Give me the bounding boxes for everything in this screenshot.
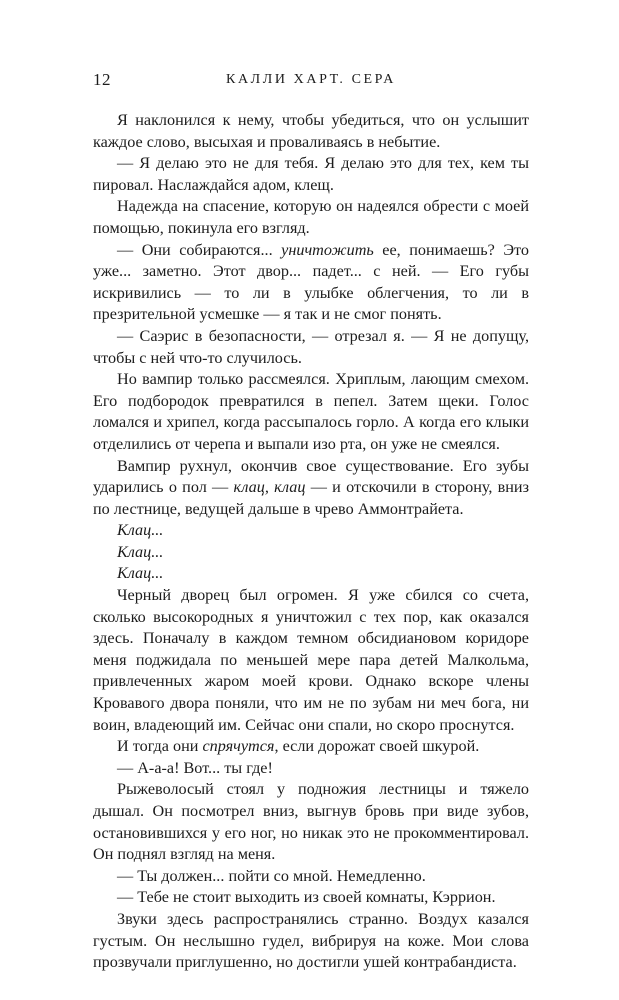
italic-text: Клац... bbox=[117, 564, 164, 583]
italic-text: спрячутся bbox=[202, 737, 275, 756]
paragraph bbox=[93, 758, 529, 780]
italic-text: уничтожить bbox=[281, 240, 374, 259]
paragraph bbox=[93, 779, 529, 865]
text-run: ее, понимаешь? Это уже... заметно. Этот двор... падет... с ней. — Его губы искривились — то ли в улыбке облегчения, то ли в презрительной усмешке — я так и не смог понять. bbox=[93, 240, 529, 324]
paragraph bbox=[93, 542, 529, 564]
page-number: 12 bbox=[93, 70, 111, 89]
text-run: — Они собираются... bbox=[117, 240, 282, 259]
running-title: КАЛЛИ ХАРТ. СЕРА bbox=[226, 72, 396, 87]
page-header bbox=[93, 70, 529, 94]
text-run: — А-а-а! Вот... ты где! bbox=[117, 758, 273, 777]
paragraph bbox=[93, 585, 529, 736]
text-run: Вампир рухнул, окончив свое существование. Его зубы ударились о пол — bbox=[93, 456, 529, 497]
text-run: Звуки здесь распространялись странно. Воздух казался густым. Он неслышно гудел, вибрируя на коже. Мои слова прозвучали приглушенно, но достигли ушей контрабандиста. bbox=[93, 909, 529, 972]
italic-text: клац, клац bbox=[233, 478, 306, 497]
paragraph bbox=[93, 909, 529, 974]
body-text bbox=[93, 110, 529, 974]
paragraph bbox=[93, 736, 529, 758]
text-run: — и отскочили в сторону, вниз по лестнице, ведущей дальше в чрево Аммонтрайета. bbox=[93, 478, 529, 518]
paragraph bbox=[93, 196, 529, 239]
paragraph bbox=[93, 240, 529, 326]
paragraph bbox=[93, 110, 529, 153]
paragraph bbox=[93, 520, 529, 542]
text-run: — Саэрис в безопасности, — отрезал я. — Я не допущу, чтобы с ней что-то случилось. bbox=[93, 326, 529, 367]
italic-text: Клац... bbox=[117, 521, 164, 540]
text-run: Надежда на спасение, которую он надеялся обрести с моей помощью, покинула его взгляд. bbox=[93, 197, 529, 237]
text-run: И тогда они bbox=[117, 737, 203, 756]
text-run: Черный дворец был огромен. Я уже сбился со счета, сколько высокородных я уничтожил с тех пор, как оказался здесь. Поначалу в каждом темном обсидиановом коридоре меня поджидала по меньшей мере пара детей Малкольма, привлеченных жаром моей крови. Однако вскоре члены Кровавого двора поняли, что им не по зубам ни меч бога, ни воин, владеющий им. Сейчас они спали, но скоро проснутся. bbox=[93, 586, 529, 734]
paragraph bbox=[93, 326, 529, 369]
text-run: — Ты должен... пойти со мной. Немедленно. bbox=[117, 866, 426, 885]
paragraph bbox=[93, 153, 529, 196]
text-run: Рыжеволосый стоял у подножия лестницы и тяжело дышал. Он посмотрел вниз, выгнув бровь при виде зубов, остановившихся у его ног, но никак это не прокомментировал. Он поднял взгляд на меня. bbox=[93, 780, 529, 864]
italic-text: Клац... bbox=[117, 542, 164, 561]
text-run: — Я делаю это не для тебя. Я делаю это для тех, кем ты пировал. Наслаждайся адом, клещ. bbox=[93, 154, 529, 194]
paragraph bbox=[93, 563, 529, 585]
text-run: , если дорожат своей шкурой. bbox=[274, 737, 480, 756]
text-run: — Тебе не стоит выходить из своей комнаты, Кэррион. bbox=[117, 888, 496, 907]
text-run: Но вампир только рассмеялся. Хриплым, лающим смехом. Его подбородок превратился в пепел. Затем щеки. Голос ломался и хрипел, когда рассыпалось горло. А когда его клыки отделились от черепа и выпали изо рта, он уже не смеялся. bbox=[93, 370, 529, 453]
paragraph bbox=[93, 866, 529, 888]
paragraph bbox=[93, 887, 529, 909]
paragraph bbox=[93, 369, 529, 455]
paragraph bbox=[93, 456, 529, 521]
text-run: Я наклонился к нему, чтобы убедиться, что он услышит каждое слово, высыхая и проваливаясь в небытие. bbox=[93, 111, 529, 151]
